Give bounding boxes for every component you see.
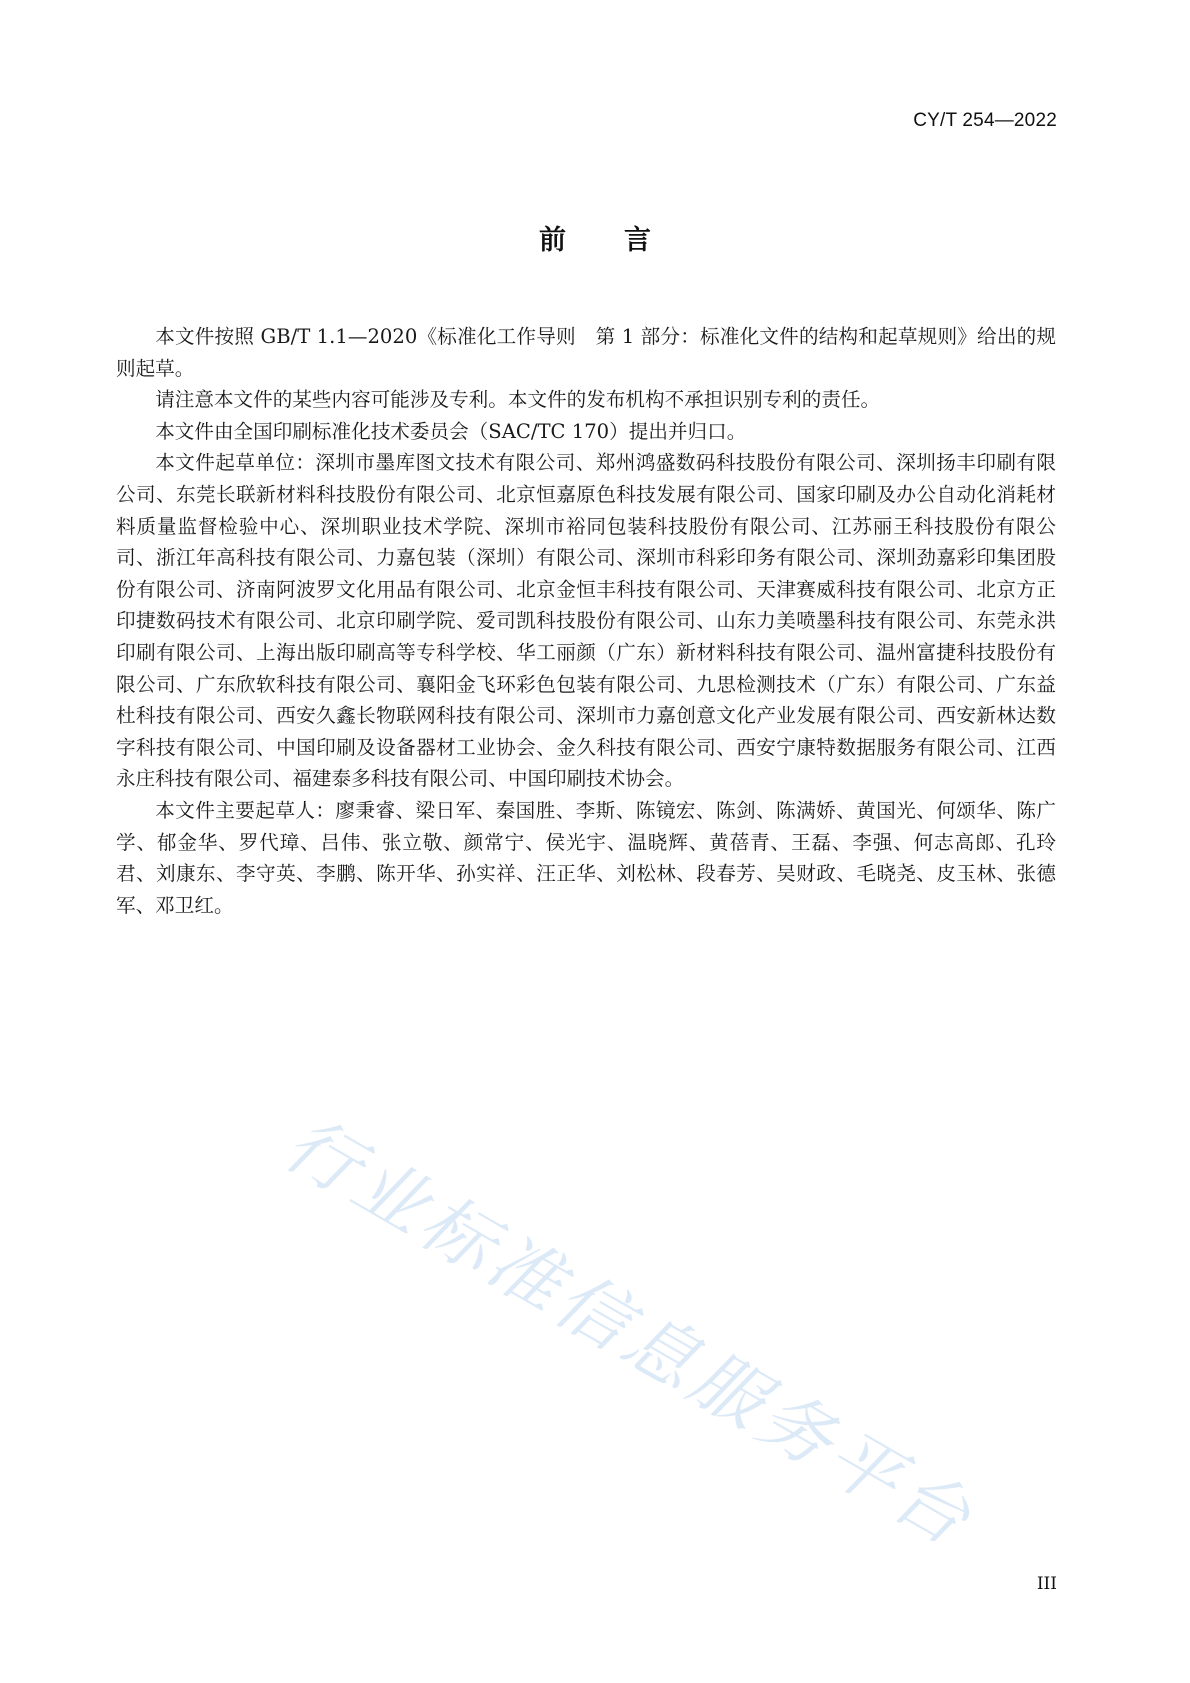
paragraph-patent-notice: 请注意本文件的某些内容可能涉及专利。本文件的发布机构不承担识别专利的责任。 — [155, 388, 881, 412]
paragraph-proposer: 本文件由全国印刷标准化技术委员会（SAC/TC 170）提出并归口。 — [155, 419, 747, 443]
document-body — [116, 321, 1056, 921]
page-title: 前言 — [539, 225, 709, 256]
standard-code: CY/T 254—2022 — [913, 110, 1057, 131]
watermark: 行业标准信息服务平台 — [271, 1100, 989, 1564]
page-number: III — [1036, 1574, 1057, 1594]
paragraph-drafting-units: 本文件起草单位：深圳市墨库图文技术有限公司、郑州鸿盛数码科技股份有限公司、深圳扬丰印刷有限公司、东莞长联新材料科技股份有限公司、北京恒嘉原色科技发展有限公司、国家印刷及办公自动化消耗材料质量监督检验中心、深圳职业技术学院、深圳市裕同包装科技股份有限公司、江苏丽王科技股份有限公司、浙江年高科技有限公司、力嘉包装（深圳）有限公司、深圳市科彩印务有限公司、深圳劲嘉彩印集团股份有限公司、济南阿波罗文化用品有限公司、北京金恒丰科技有限公司、天津赛威科技有限公司、北京方正印捷数码技术有限公司、北京印刷学院、爱司凯科技股份有限公司、山东力美喷墨科技有限公司、东莞永洪印刷有限公司、上海出版印刷高等专科学校、华工丽颜（广东）新材料科技有限公司、温州富捷科技股份有限公司、广东欣软科技有限公司、襄阳金飞环彩色包装有限公司、九思检测技术（广东）有限公司、广东益杜科技有限公司、西安久鑫长物联网科技有限公司、深圳市力嘉创意文化产业发展有限公司、西安新林达数字科技有限公司、中国印刷及设备器材工业协会、金久科技有限公司、西安宁康特数据服务有限公司、江西永庄科技有限公司、福建泰多科技有限公司、中国印刷技术协会。 — [116, 451, 1056, 791]
paragraph-drafters: 本文件主要起草人：廖秉睿、梁日军、秦国胜、李斯、陈镜宏、陈剑、陈满娇、黄国光、何颂华、陈广学、郁金华、罗代璋、吕伟、张立敬、颜常宁、侯光宇、温晓辉、黄蓓青、王磊、李强、何志高郎、孔玲君、刘康东、李守英、李鹏、陈开华、孙实祥、汪正华、刘松林、段春芳、吴财政、毛晓尧、皮玉林、张德军、邓卫红。 — [116, 798, 1056, 917]
paragraph-drafting-rules: 本文件按照 GB/T 1.1—2020《标准化工作导则 第 1 部分：标准化文件的结构和起草规则》给出的规则起草。 — [116, 325, 1056, 380]
